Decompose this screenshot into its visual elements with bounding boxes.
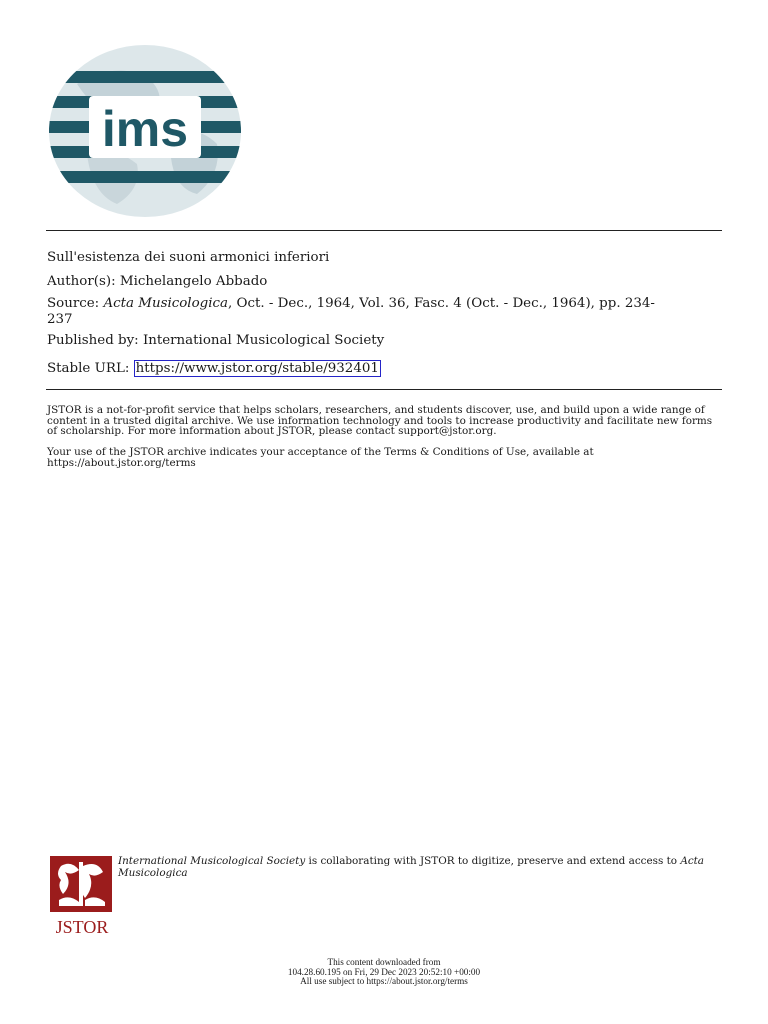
bottom-rule xyxy=(46,389,722,390)
stable-url-line xyxy=(47,361,381,377)
source-details: , Oct. - Dec., 1964, Vol. 36, Fasc. 4 (Oct. - Dec., 1964), pp. 234- xyxy=(228,296,655,311)
top-rule xyxy=(46,230,722,231)
jstor-logo-text: JSTOR xyxy=(55,917,109,936)
ims-logo-text: ims xyxy=(101,101,189,157)
terms-notice: Your use of the JSTOR archive indicates your acceptance of the Terms & Conditions of Use, available at https://about.jstor.org/terms xyxy=(47,446,594,469)
author-line xyxy=(47,274,267,290)
author-name: Michelangelo Abbado xyxy=(119,274,268,289)
article-title xyxy=(47,250,329,266)
collab-org: International Musicological Society xyxy=(118,855,306,867)
jstor-logo xyxy=(49,856,115,936)
publisher-name: International Musicological Society xyxy=(142,333,385,348)
stable-url-link[interactable]: https://www.jstor.org/stable/932401 xyxy=(135,361,379,376)
title-text: Sull'esistenza dei suoni armonici inferiori xyxy=(47,250,330,265)
footer-line-3: All use subject to https://about.jstor.org/terms xyxy=(300,976,468,987)
journal-name: Acta Musicologica xyxy=(103,296,228,311)
publisher-label: Published by: xyxy=(47,333,139,348)
stable-url-label: Stable URL: xyxy=(47,361,130,376)
collab-text: is collaborating with JSTOR to digitize, preserve and extend access to xyxy=(305,855,681,867)
source-pages-end: 237 xyxy=(47,312,73,327)
ims-logo xyxy=(47,44,243,218)
footer-line-2: 104.28.60.195 on Fri, 29 Dec 2023 20:52:10 +00:00 xyxy=(287,966,481,977)
source-line xyxy=(47,296,719,328)
publisher-line xyxy=(47,333,384,349)
download-footer xyxy=(0,958,768,987)
footer-line-1: This content downloaded from xyxy=(327,957,441,967)
collab-journal: Acta Musicologica xyxy=(118,855,705,879)
collaboration-statement xyxy=(118,856,718,879)
source-label: Source: xyxy=(47,296,100,311)
author-label: Author(s): xyxy=(47,274,116,289)
jstor-notice: JSTOR is a not-for-profit service that helps scholars, researchers, and students discover, use, and build upon a wide range of content in a trusted digital archive. We use information technology and tools to increase productivity and facilitate new forms of scholarship. For more information about JSTOR, please contact support@jstor.org. xyxy=(47,404,713,438)
